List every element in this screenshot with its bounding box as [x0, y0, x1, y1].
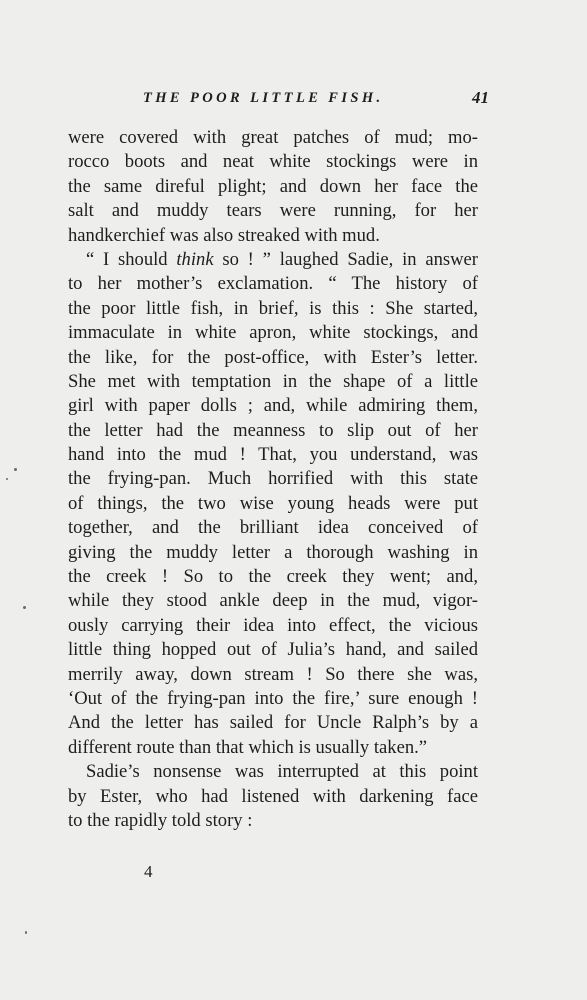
text-line: hand into the mud ! That, you understand, was [68, 444, 478, 466]
text-line: And the letter has sailed for Uncle Ralph’s by a [68, 712, 478, 734]
text-line: the like, for the post-office, with Ester’s letter. [68, 346, 478, 368]
paper-speck [23, 606, 26, 609]
text-line: the frying-pan. Much horrified with this state [68, 468, 478, 490]
text-line: little thing hopped out of Julia’s hand, and sailed [68, 639, 478, 661]
text-line: the creek ! So to the creek they went; and, [68, 566, 478, 588]
text-line: together, and the brilliant idea conceived of [68, 517, 478, 539]
text-line: by Ester, who had listened with darkening face [68, 785, 478, 807]
text-line: to her mother’s exclamation. “ The history of [68, 273, 478, 295]
text-line: merrily away, down stream ! So there she was, [68, 663, 478, 685]
paper-speck [6, 478, 8, 480]
running-head-title: THE POOR LITTLE FISH. [143, 90, 384, 106]
text-line: the poor little fish, in brief, is this : She started, [68, 297, 478, 319]
text-line: ously carrying their idea into effect, the vicious [68, 614, 478, 636]
text-line: ‘Out of the frying-pan into the fire,’ sure enough ! [68, 687, 478, 709]
paper-speck [25, 931, 27, 934]
text-line: of things, the two wise young heads were put [68, 492, 478, 514]
text-line [68, 248, 478, 272]
signature-mark: 4 [144, 862, 153, 881]
text-line: handkerchief was also streaked with mud. [68, 224, 380, 246]
text-line: immaculate in white apron, white stockings, and [68, 322, 478, 344]
text-run: so ! ” laughed Sadie, in answer [213, 248, 478, 270]
text-line: Sadie’s nonsense was interrupted at this point [86, 761, 478, 783]
paper-speck [14, 468, 17, 471]
text-line: giving the muddy letter a thorough washing in [68, 541, 478, 563]
text-run: “ I should [86, 248, 177, 270]
text-line: were covered with great patches of mud; mo- [68, 127, 478, 148]
text-line: rocco boots and neat white stockings were in [68, 151, 478, 173]
running-head [0, 90, 587, 114]
text-line: while they stood ankle deep in the mud, vigor- [68, 590, 478, 612]
emphasized-word: think [176, 248, 214, 270]
body-text [68, 126, 478, 833]
text-line: the same direful plight; and down her face the [68, 175, 478, 197]
text-line: different route than that which is usually taken.” [68, 736, 428, 758]
text-line: She met with temptation in the shape of a little [68, 370, 478, 392]
text-line: salt and muddy tears were running, for her [68, 200, 478, 222]
text-line: to the rapidly told story : [68, 809, 253, 831]
page-number: 41 [472, 88, 489, 107]
text-line: the letter had the meanness to slip out of her [68, 419, 478, 441]
text-line: girl with paper dolls ; and, while admiring them, [68, 395, 478, 417]
